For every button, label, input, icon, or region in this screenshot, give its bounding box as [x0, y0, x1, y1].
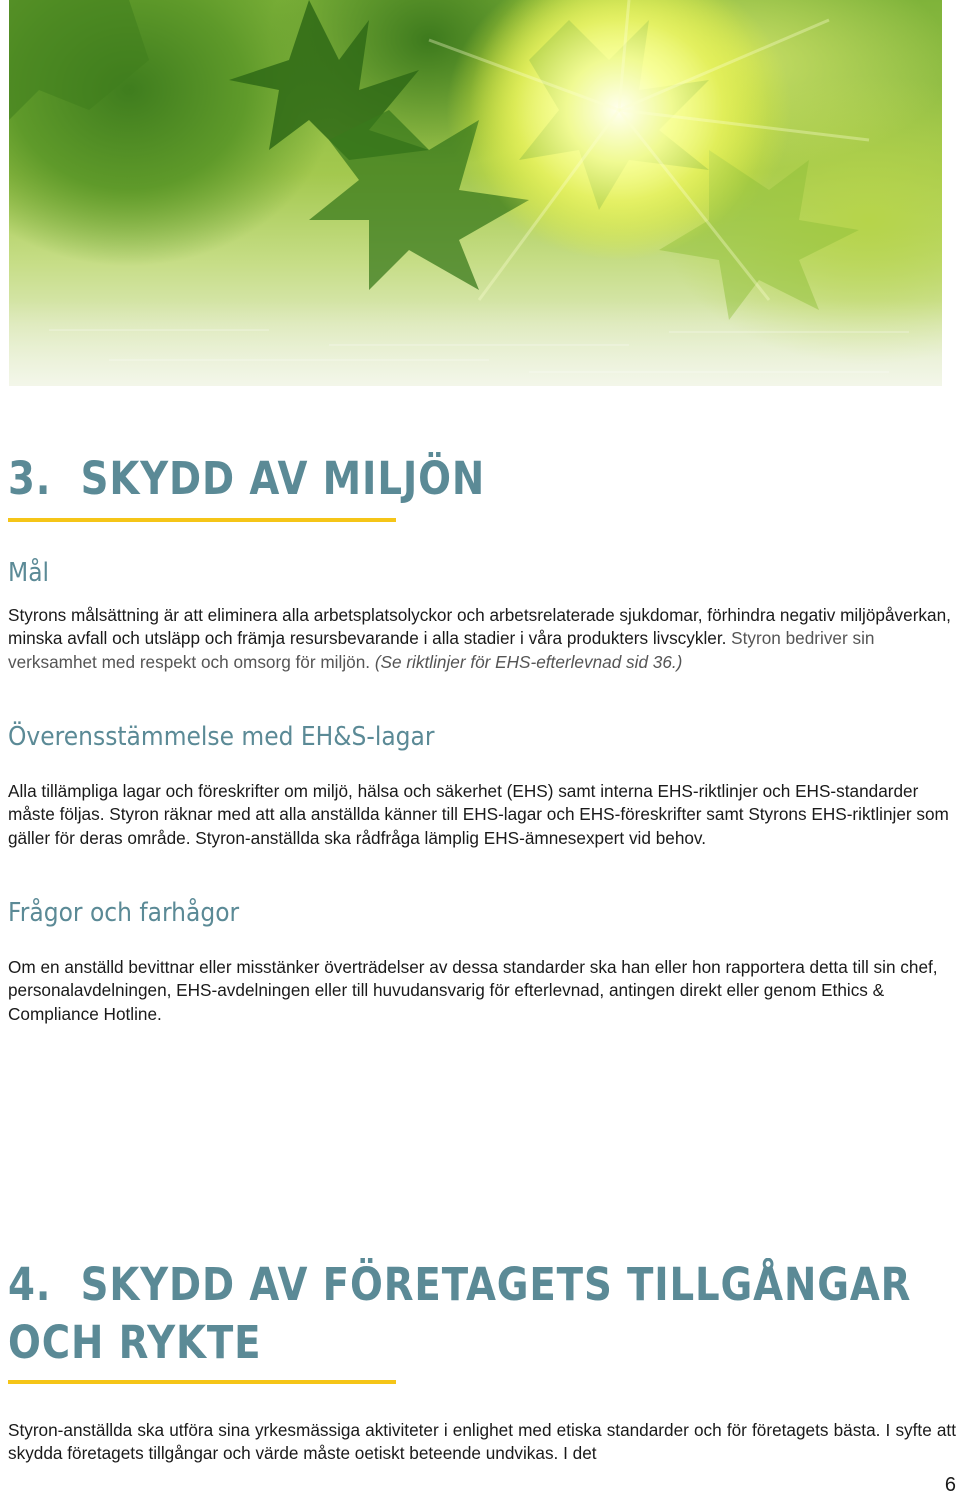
- section-4-number: 4.: [8, 1258, 52, 1311]
- concerns-heading: Frågor och farhågor: [8, 898, 240, 928]
- concerns-paragraph: Om en anställd bevittnar eller misstänker överträdelser av dessa standarder ska han eller hon rapportera detta till sin chef, personalavdelningen, EHS-avdelningen eller till huvudansvarig för efterlevnad, antingen direkt eller genom Ethics & Compliance Hotline.: [8, 957, 938, 1024]
- section-4-rule: [8, 1380, 396, 1384]
- goal-paragraph: [8, 604, 958, 674]
- water-reflection: [9, 300, 942, 386]
- goal-reference: (Se riktlinjer för EHS-efterlevnad sid 36.): [374, 651, 683, 672]
- section-3-heading: [8, 452, 485, 505]
- section-4-title-line1: SKYDD AV FÖRETAGETS TILLGÅNGAR: [80, 1258, 912, 1311]
- leaves-illustration: [9, 0, 942, 386]
- goal-heading: Mål: [8, 558, 50, 588]
- compliance-paragraph: Alla tillämpliga lagar och föreskrifter om miljö, hälsa och säkerhet (EHS) samt interna EHS-riktlinjer och EHS-standarder måste följas. Styron räknar med att alla anställda känner till EHS-lagar och EHS-föreskrifter samt Styrons EHS-riktlinjer som gäller för deras område. Styron-anställda ska rådfråga lämplig EHS-ämnesexpert vid behov.: [8, 781, 949, 848]
- compliance-heading: Överensstämmelse med EH&S-lagar: [8, 722, 435, 752]
- section-4-heading-line1: [8, 1258, 911, 1311]
- leaf-shape: [9, 0, 149, 120]
- page-number: 6: [944, 1474, 956, 1496]
- section-4-title-line2: OCH RYKTE: [8, 1316, 262, 1369]
- goal-text: Styrons målsättning är att eliminera alla arbetsplatsolyckor och arbetsrelaterade sjukdomar, förhindra negativ miljöpåverkan, minska avfall och utsläpp och främja resursbevarande i alla stadier i våra produkters livscykler.: [8, 605, 951, 649]
- section-4-paragraph: Styron-anställda ska utföra sina yrkesmässiga aktiviteter i enlighet med etiska standarder och för företagets bästa. I syfte att skydda företagets tillgångar och värde måste oetiskt beteende undvikas. I det: [8, 1420, 956, 1464]
- hero-photo: [9, 0, 942, 386]
- section-3-rule: [8, 518, 396, 522]
- section-3-title: SKYDD AV MILJÖN: [80, 452, 486, 505]
- goal-text-muted: Styron bedriver sin verksamhet med respekt och omsorg för miljön.: [8, 628, 875, 672]
- section-3-number: 3.: [8, 452, 52, 505]
